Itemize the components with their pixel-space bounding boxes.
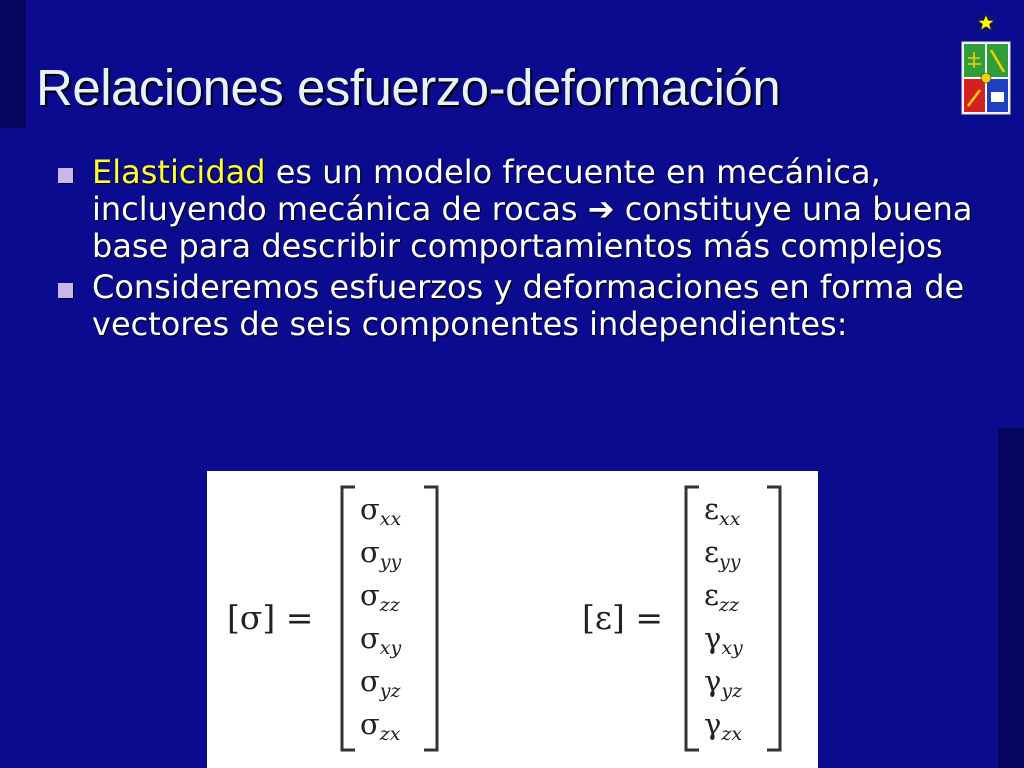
matrix-component: $\sigma_{xy}$	[360, 621, 402, 659]
bullet-item-elasticidad	[52, 154, 982, 265]
matrix-component: $\sigma_{zx}$	[360, 707, 401, 745]
right-bracket	[767, 487, 780, 750]
university-crest-icon	[958, 6, 1014, 116]
matrix-component: $\varepsilon_{xx}$	[704, 492, 741, 530]
bullet-text: Consideremos esfuerzos y deformaciones en forma de vectores de seis componentes independientes:	[92, 268, 965, 343]
highlight-term: Elasticidad	[92, 153, 266, 191]
bullet-list	[52, 154, 982, 347]
matrix-component: $\varepsilon_{zz}$	[704, 578, 740, 616]
matrix-component: $\sigma_{yz}$	[360, 664, 401, 702]
right-accent-band	[998, 428, 1024, 768]
bullet-square-icon	[58, 168, 73, 183]
equation-figure	[207, 471, 818, 768]
matrix-component: $\gamma_{yz}$	[704, 664, 743, 702]
bullet-square-icon	[58, 283, 73, 298]
matrix-component: $\sigma_{xx}$	[360, 492, 402, 530]
matrix-component: $\sigma_{yy}$	[360, 535, 402, 573]
bullet-item-consideremos	[52, 269, 982, 343]
left-accent-band	[0, 0, 26, 128]
right-bracket	[424, 487, 437, 750]
left-bracket	[342, 487, 355, 750]
matrix-component: $\gamma_{zx}$	[704, 707, 743, 745]
slide-title: Relaciones esfuerzo-deformación	[36, 59, 781, 116]
stress-vector-label: [σ] =	[227, 598, 314, 637]
left-bracket	[686, 487, 699, 750]
matrix-component: $\sigma_{zz}$	[360, 578, 400, 616]
equation-image	[207, 471, 818, 768]
strain-vector-label: [ε] =	[582, 598, 663, 637]
matrix-component: $\gamma_{xy}$	[704, 621, 743, 659]
bullet-text: es un modelo frecuente en mecánica, incluyendo mecánica de rocas ➔ constituye una buena base para describir comportamientos más complejos	[92, 153, 973, 265]
matrix-component: $\varepsilon_{yy}$	[704, 535, 741, 573]
